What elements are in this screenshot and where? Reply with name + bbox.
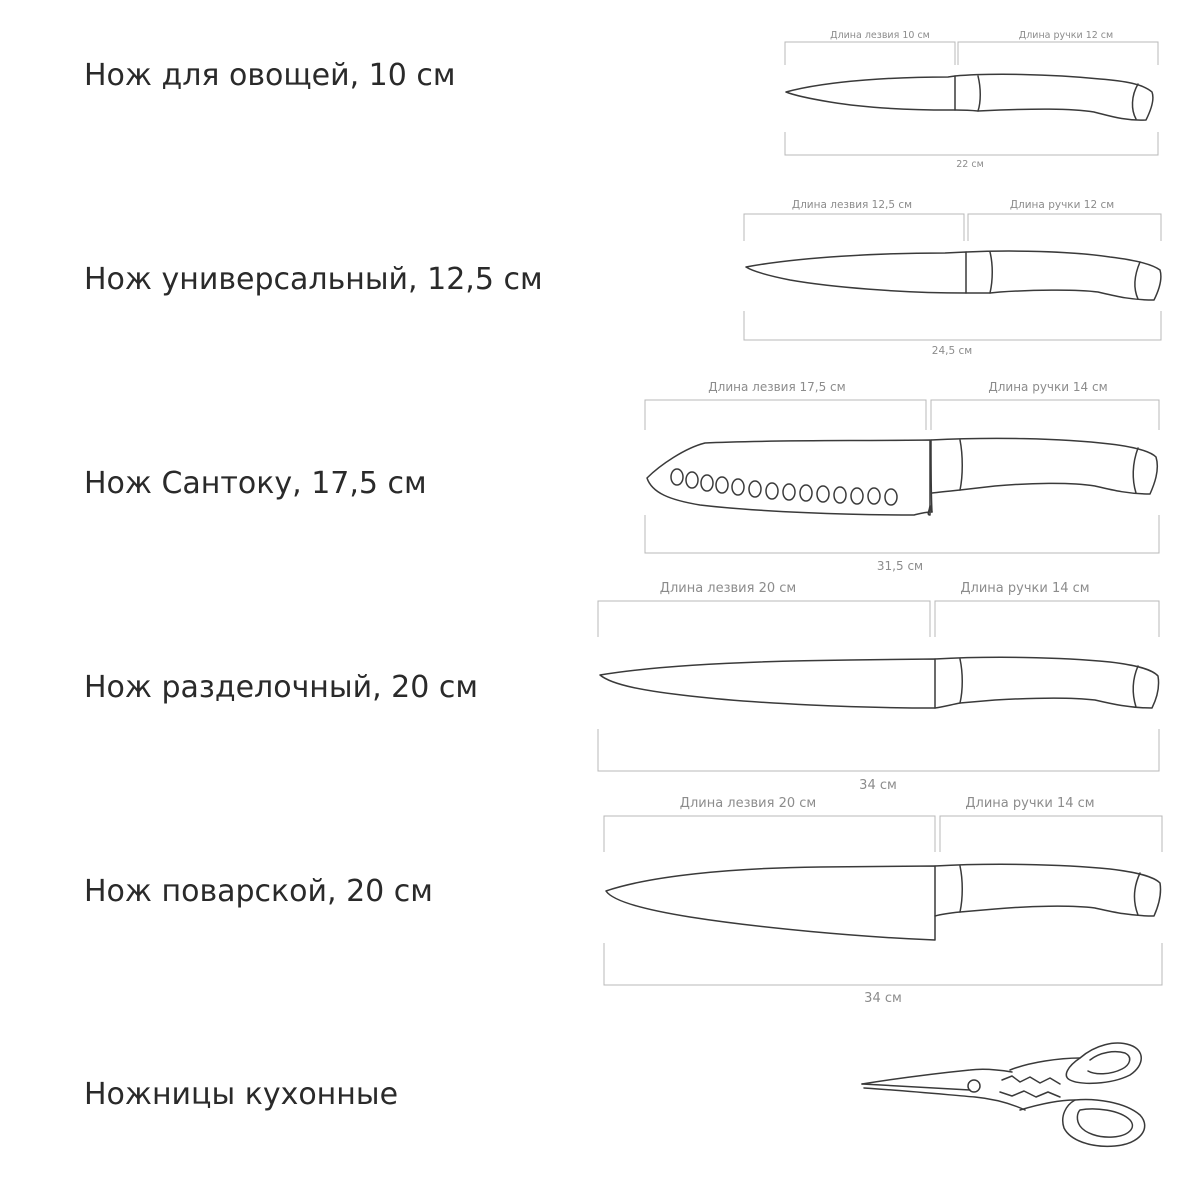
santoku-blade-length: Длина лезвия 17,5 см bbox=[708, 380, 846, 394]
chef-total-length: 34 см bbox=[864, 991, 902, 1006]
chef-dimension-brackets bbox=[604, 816, 1162, 985]
santoku-dimples bbox=[671, 469, 897, 505]
chef-knife-drawing bbox=[606, 864, 1161, 940]
paring-knife-drawing bbox=[786, 74, 1153, 120]
chef-knife-title: Нож поварской, 20 см bbox=[84, 874, 433, 909]
paring-blade-length: Длина лезвия 10 см bbox=[830, 30, 930, 41]
utility-blade-length: Длина лезвия 12,5 см bbox=[791, 199, 913, 211]
utility-handle-length: Длина ручки 12 см bbox=[1009, 199, 1115, 211]
carving-knife-title: Нож разделочный, 20 см bbox=[84, 670, 479, 705]
carving-total-length: 34 см bbox=[859, 778, 897, 793]
utility-dimension-brackets bbox=[744, 214, 1161, 340]
chef-handle-length: Длина ручки 14 см bbox=[965, 796, 1095, 811]
santoku-total-length: 31,5 см bbox=[876, 559, 924, 573]
kitchen-scissors-title: Ножницы кухонные bbox=[84, 1077, 399, 1112]
santoku-knife-drawing bbox=[647, 438, 1157, 515]
carving-blade-length: Длина лезвия 20 см bbox=[659, 581, 797, 596]
carving-handle-length: Длина ручки 14 см bbox=[960, 581, 1090, 596]
chef-blade-length: Длина лезвия 20 см bbox=[679, 796, 817, 811]
utility-total-length: 24,5 см bbox=[931, 345, 973, 357]
utility-knife-title: Нож универсальный, 12,5 см bbox=[84, 262, 543, 297]
paring-dimension-brackets bbox=[785, 42, 1158, 155]
kitchen-scissors-drawing bbox=[862, 1043, 1145, 1146]
paring-handle-length: Длина ручки 12 см bbox=[1018, 30, 1114, 41]
santoku-handle-length: Длина ручки 14 см bbox=[988, 380, 1108, 394]
paring-knife-title: Нож для овощей, 10 см bbox=[84, 58, 456, 93]
utility-knife-drawing bbox=[746, 251, 1161, 300]
carving-dimension-brackets bbox=[598, 601, 1159, 771]
carving-knife-drawing bbox=[600, 657, 1159, 708]
santoku-knife-title: Нож Сантоку, 17,5 см bbox=[84, 466, 427, 501]
paring-total-length: 22 см bbox=[956, 159, 984, 170]
